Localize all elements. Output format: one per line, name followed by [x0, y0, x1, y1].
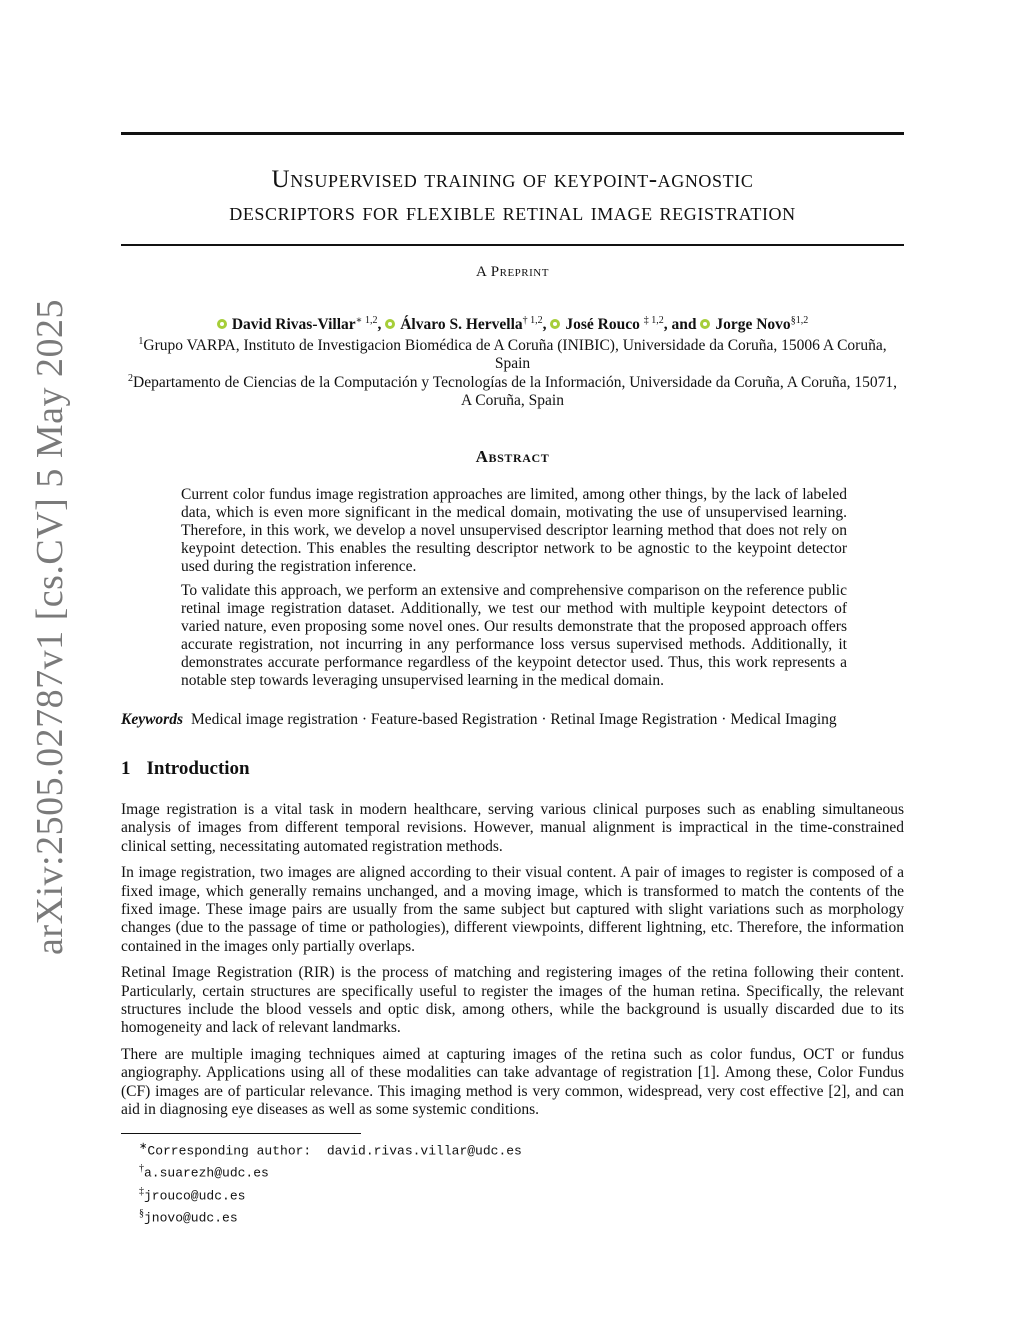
orcid-icon — [550, 319, 560, 329]
author-name: David Rivas-Villar — [231, 316, 356, 334]
orcid-icon — [385, 319, 395, 329]
abstract-body — [181, 486, 847, 696]
abstract-heading: Abstract — [475, 447, 550, 466]
keywords-line — [121, 711, 904, 729]
affiliation-number: 2 — [128, 373, 134, 384]
author-separator: , — [542, 316, 551, 334]
affiliation-number: 1 — [138, 336, 144, 347]
footnote-text: jnovo@udc.es — [144, 1210, 238, 1226]
orcid-icon — [700, 319, 710, 329]
author-separator: , — [377, 316, 386, 334]
footnote-text: Corresponding author: david.rivas.villar@udc.es — [147, 1143, 522, 1159]
author-marks: † 1,2 — [522, 315, 543, 326]
title-line-2: descriptors for flexible retinal image registration — [229, 199, 796, 226]
footnote-mark: § — [139, 1207, 144, 1219]
body-paragraph: Retinal Image Registration (RIR) is the process of matching and registering images of the retina following their content. Particularly, certain structures are specifically useful to register the images of the human retina. Specifically, the relevant structures include the blood vessels and optic disk, among others, while the background is usually discarded due to its homogeneity and lack of relevant landmarks. — [121, 964, 904, 1037]
arxiv-identifier-stamp: arXiv:2505.02787v1 [cs.CV] 5 May 2025 — [29, 299, 71, 955]
author-marks: ‡ 1,2 — [643, 315, 664, 326]
footnote-mark: † — [139, 1163, 144, 1175]
body-paragraph: There are multiple imaging techniques aimed at capturing images of the retina such as color fundus, OCT or fundus angiography. Applications using all of these modalities can take advantage of registration [1]. Among these, Color Fundus (CF) images are of particular relevance. This imaging method is very common, widespread, very cost effective [2], and can aid in diagnosing eye diseases as well as some systemic conditions. — [121, 1046, 904, 1118]
author-3 — [550, 316, 700, 333]
title-top-rule — [121, 132, 904, 135]
author-name: Álvaro S. Hervella — [400, 316, 523, 334]
paper-title — [121, 163, 904, 229]
author-name: José Rouco — [565, 316, 644, 334]
section-heading — [121, 758, 250, 780]
author-separator: , and — [663, 316, 701, 334]
author-1 — [217, 316, 385, 333]
introduction-body — [121, 801, 904, 1128]
title-bottom-rule — [121, 244, 904, 246]
section-number: 1 — [121, 758, 131, 779]
affiliation-text: Departamento de Ciencias de la Computación y Tecnologías de la Información, Universidade da Coruña, A Coruña, 15071, A Coruña, Spain — [133, 374, 897, 410]
footnote — [139, 1183, 522, 1205]
footnote-text: jrouco@udc.es — [144, 1187, 246, 1203]
footnote — [139, 1138, 522, 1160]
author-list — [121, 312, 904, 334]
orcid-icon — [217, 319, 227, 329]
author-2 — [385, 316, 550, 333]
keywords-text: Medical image registration · Feature-based Registration · Retinal Image Registration · Medical Imaging — [191, 711, 837, 728]
affiliation-1 — [121, 333, 904, 373]
footnote-mark: ‡ — [139, 1185, 144, 1197]
section-title: Introduction — [146, 758, 250, 779]
footnote-mark: ∗ — [139, 1141, 148, 1152]
footnote-rule — [121, 1133, 361, 1134]
footnote-text: a.suarezh@udc.es — [144, 1165, 269, 1181]
affiliation-2 — [121, 370, 904, 410]
footnote — [139, 1205, 522, 1227]
footnotes — [139, 1138, 522, 1227]
body-paragraph: Image registration is a vital task in modern healthcare, serving various clinical purposes such as enabling simultaneous analysis of images from different temporal revisions. However, manual alignment is impractical in the time-constrained clinical setting, necessitating automated registration methods. — [121, 801, 904, 855]
body-paragraph: In image registration, two images are aligned according to their visual content. A pair of images to register is composed of a fixed image, which generally remains unchanged, and a moving image, which is transformed to match the contents of the fixed image. These image pairs are usually from the same subject but captured with slight variations such as morphology changes (due to the passage of time or pathologies), different viewpoints, different lightning, etc. Therefore, the information contained in the images only partially overlaps. — [121, 864, 904, 955]
footnote — [139, 1160, 522, 1182]
abstract-paragraph: Current color fundus image registration approaches are limited, among other things, by the lack of labeled data, which is even more significant in the medical domain, motivating the use of unsupervised learning. Therefore, in this work, we develop a novel unsupervised descriptor learning method that does not rely on keypoint detection. This enables the resulting descriptor network to be agnostic to the keypoint detector used during the registration inference. — [181, 486, 847, 575]
author-marks: ∗ 1,2 — [355, 315, 378, 326]
author-4 — [700, 316, 808, 333]
title-line-1: Unsupervised training of keypoint-agnostic — [271, 166, 754, 193]
author-marks: §1,2 — [790, 315, 809, 326]
affiliation-text: Grupo VARPA, Instituto de Investigacion Biomédica de A Coruña (INIBIC), Universidade da Coruña, 15006 A Coruña, Spain — [143, 337, 887, 373]
author-name: Jorge Novo — [715, 316, 791, 334]
abstract-paragraph: To validate this approach, we perform an extensive and comprehensive comparison on the reference public retinal image registration dataset. Additionally, we test our method with multiple keypoint detectors of varied nature, even proposing some novel ones. Our results demonstrate that the proposed approach offers accurate registration, not incurring in any performance loss versus supervised methods. Additionally, it demonstrates accurate performance regardless of the keypoint detector used. Thus, this work represents a notable step towards leveraging unsupervised learning in the medical domain. — [181, 582, 847, 689]
preprint-label: A Preprint — [476, 264, 549, 280]
keywords-label: Keywords — [121, 711, 183, 728]
